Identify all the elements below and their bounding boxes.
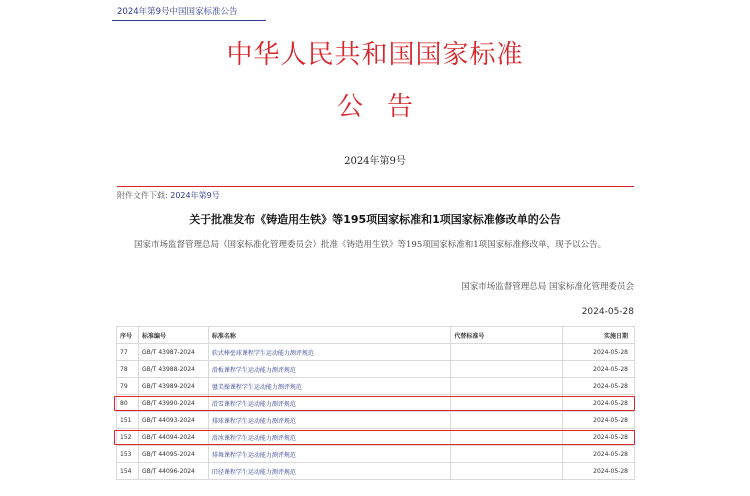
table-row bbox=[117, 361, 635, 378]
cell-replaces bbox=[451, 361, 563, 378]
breadcrumb[interactable]: 2024年第9号中国国家标准公告 bbox=[117, 7, 238, 17]
cell-name-link[interactable]: 软式棒垒球课程学生运动能力测评规范 bbox=[208, 344, 450, 361]
cell-name-link[interactable]: 排球课程学生运动能力测评规范 bbox=[208, 412, 450, 429]
cell-date: 2024-05-28 bbox=[563, 412, 635, 429]
cell-code: GB/T 43987-2024 bbox=[138, 344, 208, 361]
cell-code: GB/T 44095-2024 bbox=[138, 446, 208, 463]
col-header-name: 标准名称 bbox=[208, 327, 450, 344]
cell-replaces bbox=[451, 446, 563, 463]
cell-code: GB/T 43990-2024 bbox=[138, 395, 208, 412]
notice-title: 公告 bbox=[336, 92, 437, 122]
highlight-box-row-152 bbox=[114, 430, 635, 445]
cell-code: GB/T 43989-2024 bbox=[138, 378, 208, 395]
cell-code: GB/T 43988-2024 bbox=[138, 361, 208, 378]
cell-name-link[interactable]: 毽美操课程学生运动能力测评规范 bbox=[208, 378, 450, 395]
cell-name-link[interactable]: 排舞课程学生运动能力测评规范 bbox=[208, 446, 450, 463]
cell-code: GB/T 44096-2024 bbox=[138, 463, 208, 480]
cell-replaces bbox=[451, 344, 563, 361]
attachment-row bbox=[117, 190, 220, 201]
cell-seq: 154 bbox=[117, 463, 139, 480]
table-row bbox=[117, 344, 635, 361]
cell-seq: 79 bbox=[117, 378, 139, 395]
cell-seq: 80 bbox=[117, 395, 139, 412]
page-title: 中华人民共和国国家标准 bbox=[226, 40, 524, 70]
cell-replaces bbox=[451, 378, 563, 395]
cell-name-link[interactable]: 旧径课程学生运动能力测评规范 bbox=[208, 463, 450, 480]
cell-date: 2024-05-28 bbox=[563, 378, 635, 395]
cell-date: 2024-05-28 bbox=[563, 395, 635, 412]
cell-date: 2024-05-28 bbox=[563, 429, 635, 446]
col-header-date: 实施日期 bbox=[563, 327, 635, 344]
table-row bbox=[117, 463, 635, 480]
cell-seq: 153 bbox=[117, 446, 139, 463]
cell-replaces bbox=[451, 463, 563, 480]
cell-date: 2024-05-28 bbox=[563, 446, 635, 463]
table-row bbox=[117, 446, 635, 463]
cell-date: 2024-05-28 bbox=[563, 361, 635, 378]
cell-seq: 152 bbox=[117, 429, 139, 446]
cell-date: 2024-05-28 bbox=[563, 463, 635, 480]
cell-replaces bbox=[451, 412, 563, 429]
highlight-box-row-80 bbox=[114, 396, 635, 411]
table-header-row bbox=[117, 327, 635, 344]
cell-code: GB/T 44094-2024 bbox=[138, 429, 208, 446]
cell-name-link[interactable]: 滑雪课程学生运动能力测评规范 bbox=[208, 395, 450, 412]
attachment-link[interactable]: 2024年第9号 bbox=[170, 191, 220, 200]
cell-seq: 77 bbox=[117, 344, 139, 361]
announcement-subject: 关于批准发布《铸造用生铁》等195项国家标准和1项国家标准修改单的公告 bbox=[189, 213, 561, 226]
divider-rule bbox=[117, 186, 634, 187]
cell-name-link[interactable]: 滑板课程学生运动能力测评规范 bbox=[208, 361, 450, 378]
col-header-code: 标准编号 bbox=[138, 327, 208, 344]
table-row bbox=[117, 378, 635, 395]
attachment-label: 附件文件下载: bbox=[117, 191, 168, 200]
cell-code: GB/T 44093-2024 bbox=[138, 412, 208, 429]
issuer: 国家市场监督管理总局 国家标准化管理委员会 bbox=[461, 282, 634, 292]
col-header-replaces: 代替标准号 bbox=[451, 327, 563, 344]
issue-number: 2024年第9号 bbox=[344, 156, 406, 167]
table-row bbox=[117, 412, 635, 429]
announcement-date: 2024-05-28 bbox=[581, 307, 634, 317]
announcement-body: 国家市场监督管理总局（国家标准化管理委员会）批准《铸造用生铁》等195项国家标准和1项国家标准修改单，现予以公告。 bbox=[134, 240, 607, 250]
cell-name-link[interactable]: 滑冰课程学生运动能力测评规范 bbox=[208, 429, 450, 446]
cell-date: 2024-05-28 bbox=[563, 344, 635, 361]
cell-seq: 151 bbox=[117, 412, 139, 429]
col-header-seq: 序号 bbox=[117, 327, 139, 344]
breadcrumb-underline bbox=[112, 20, 266, 21]
cell-seq: 78 bbox=[117, 361, 139, 378]
